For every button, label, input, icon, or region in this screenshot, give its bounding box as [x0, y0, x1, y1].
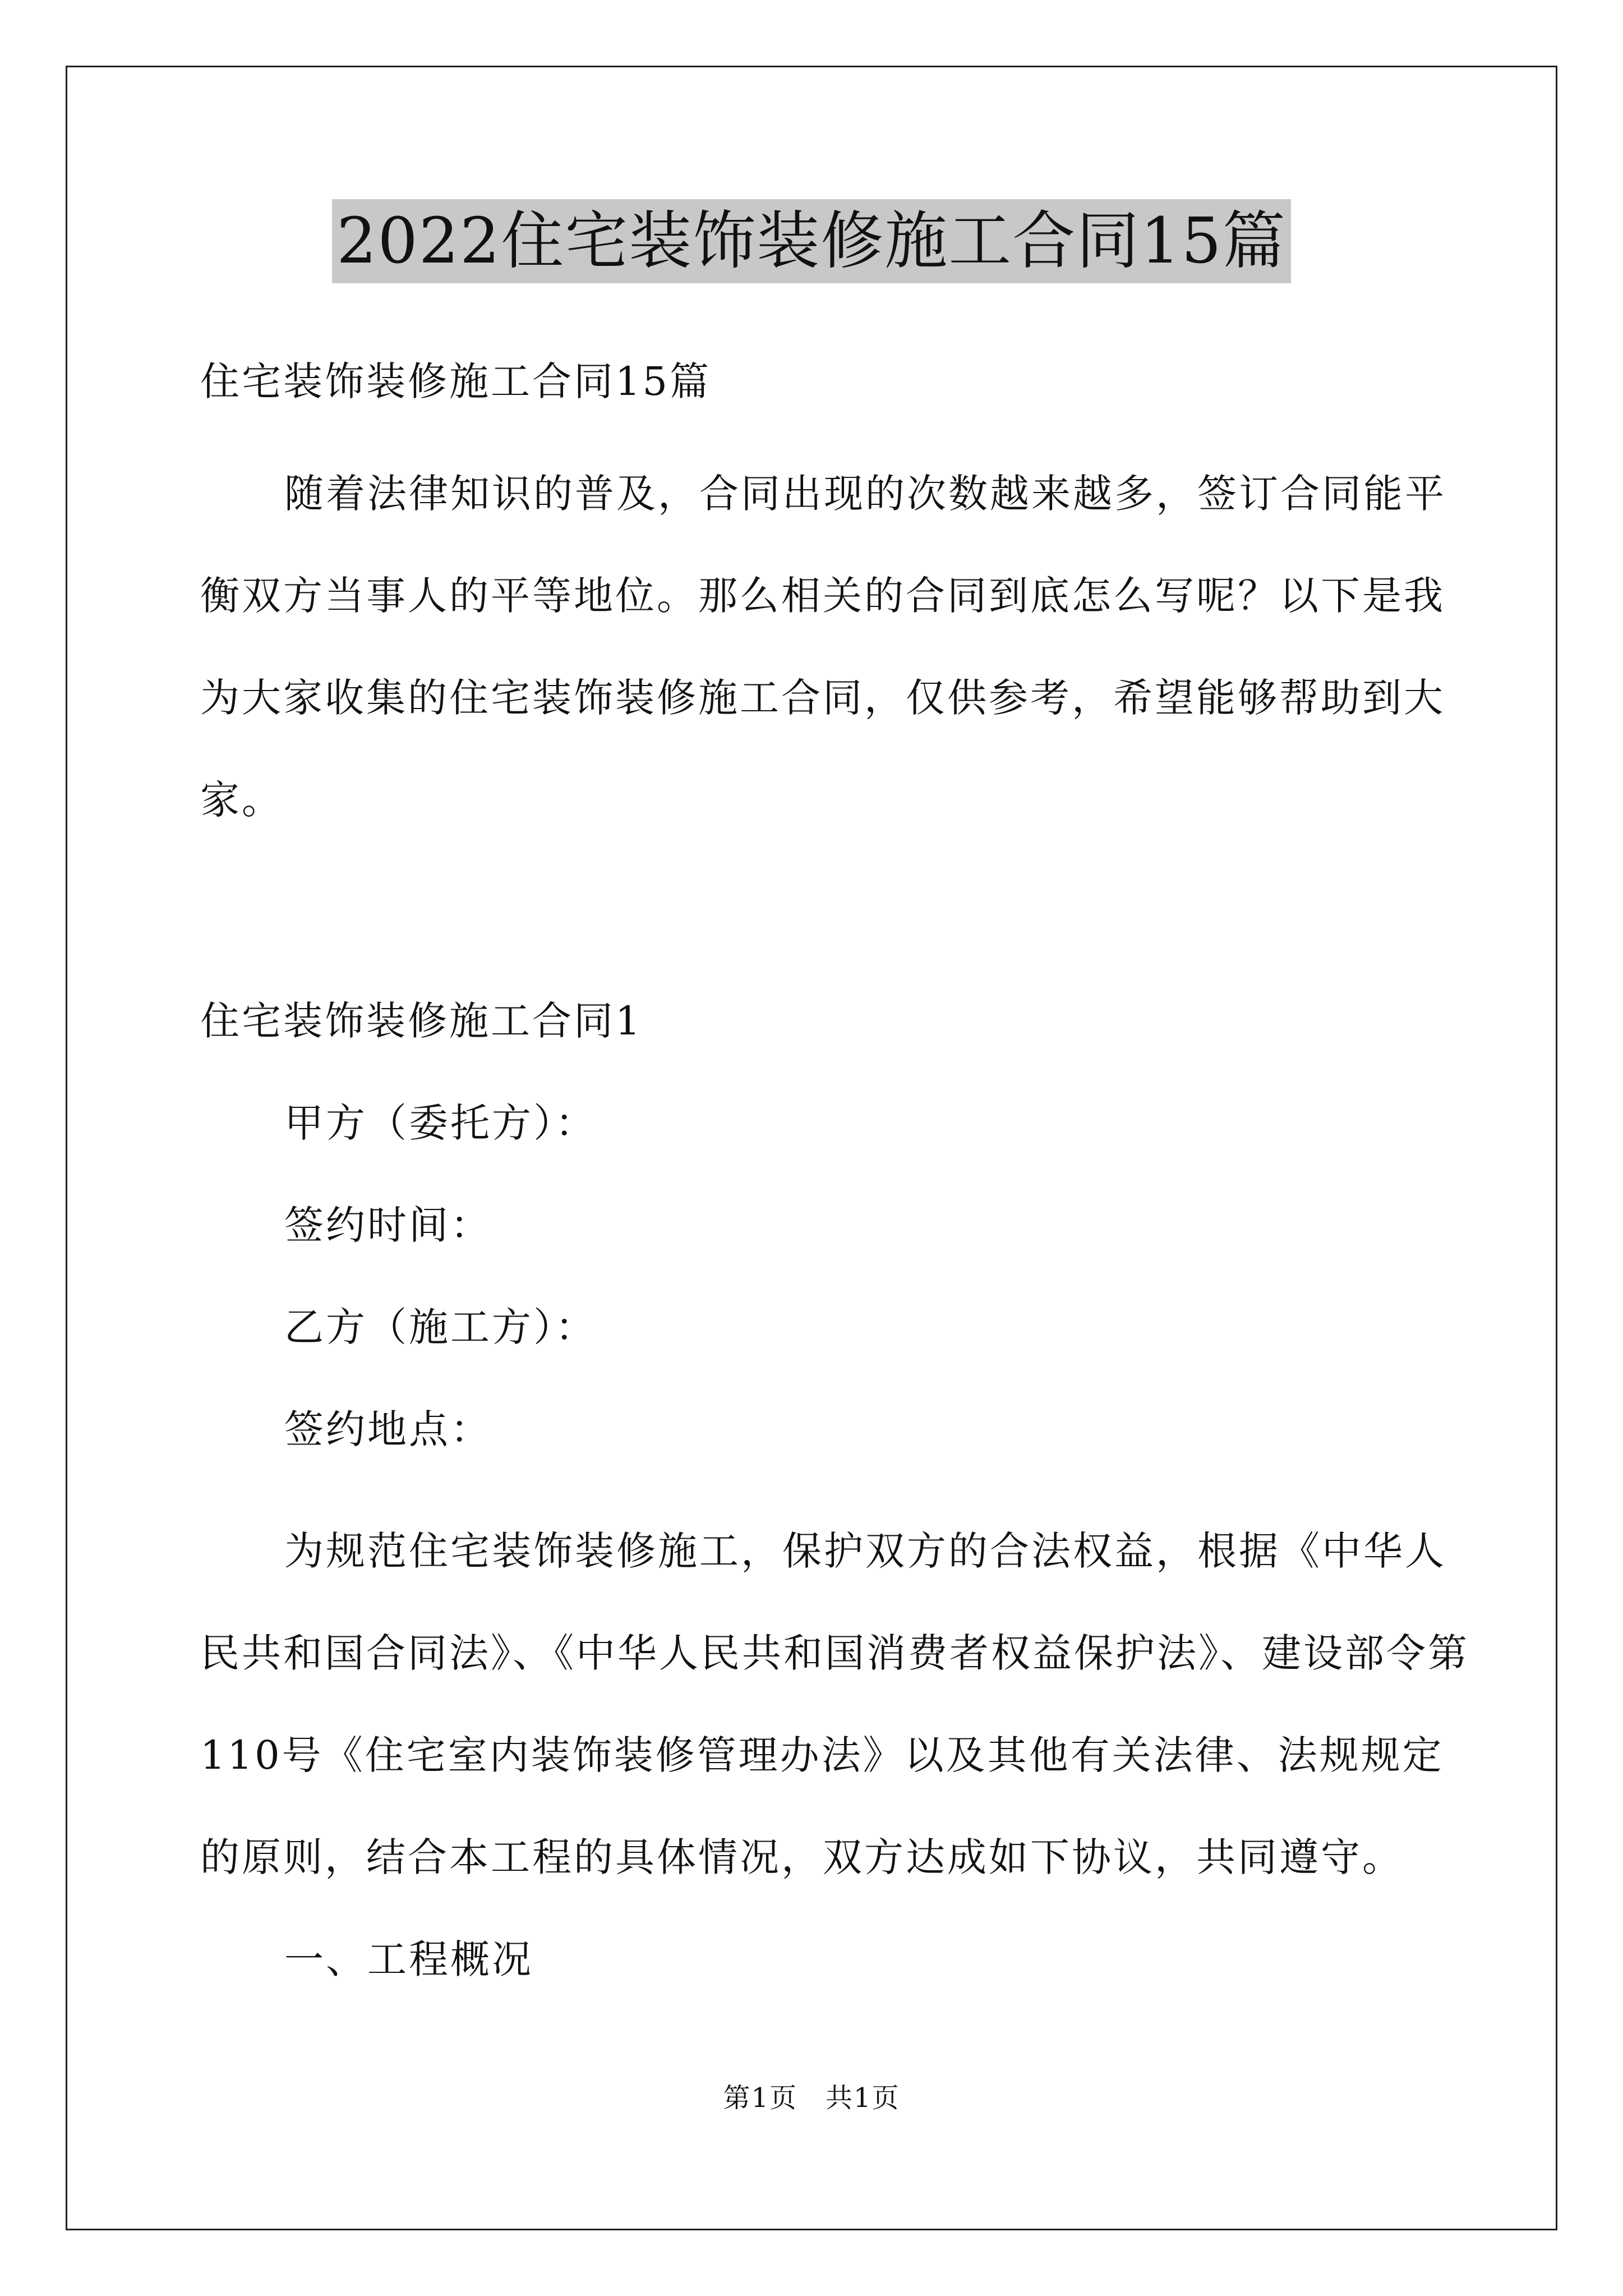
purpose-line-2: 民共和国合同法》、《中华人民共和国消费者权益保护法》、建设部令第	[200, 1630, 1469, 1676]
sign-place-label: 签约地点：	[284, 1406, 492, 1452]
purpose-line-4: 的原则，结合本工程的具体情况，双方达成如下协议，共同遵守。	[200, 1834, 1404, 1880]
party-b-label: 乙方（施工方）：	[284, 1304, 597, 1350]
intro-line-2: 衡双方当事人的平等地位。那么相关的合同到底怎么写呢？以下是我	[200, 573, 1445, 619]
section-heading: 住宅装饰装修施工合同1	[200, 998, 643, 1044]
page-footer	[0, 2078, 1623, 2118]
page-current: 第1页	[723, 2082, 797, 2114]
intro-line-1: 随着法律知识的普及，合同出现的次数越来越多，签订合同能平	[284, 471, 1446, 517]
purpose-line-3: 110号《住宅室内装饰装修管理办法》以及其他有关法律、法规规定	[200, 1732, 1444, 1778]
page-total: 共1页	[826, 2082, 900, 2114]
document-subtitle: 住宅装饰装修施工合同15篇	[200, 358, 712, 404]
intro-line-3: 为大家收集的住宅装饰装修施工合同，仅供参考，希望能够帮助到大	[200, 675, 1445, 721]
purpose-line-1: 为规范住宅装饰装修施工，保护双方的合法权益，根据《中华人	[284, 1528, 1446, 1574]
party-a-label: 甲方（委托方）：	[284, 1100, 597, 1146]
title-container	[0, 199, 1623, 283]
document-title: 2022住宅装饰装修施工合同15篇	[332, 199, 1291, 283]
intro-line-4: 家。	[200, 777, 283, 823]
clause-heading-1: 一、工程概况	[284, 1936, 533, 1982]
sign-time-label: 签约时间：	[284, 1202, 492, 1248]
